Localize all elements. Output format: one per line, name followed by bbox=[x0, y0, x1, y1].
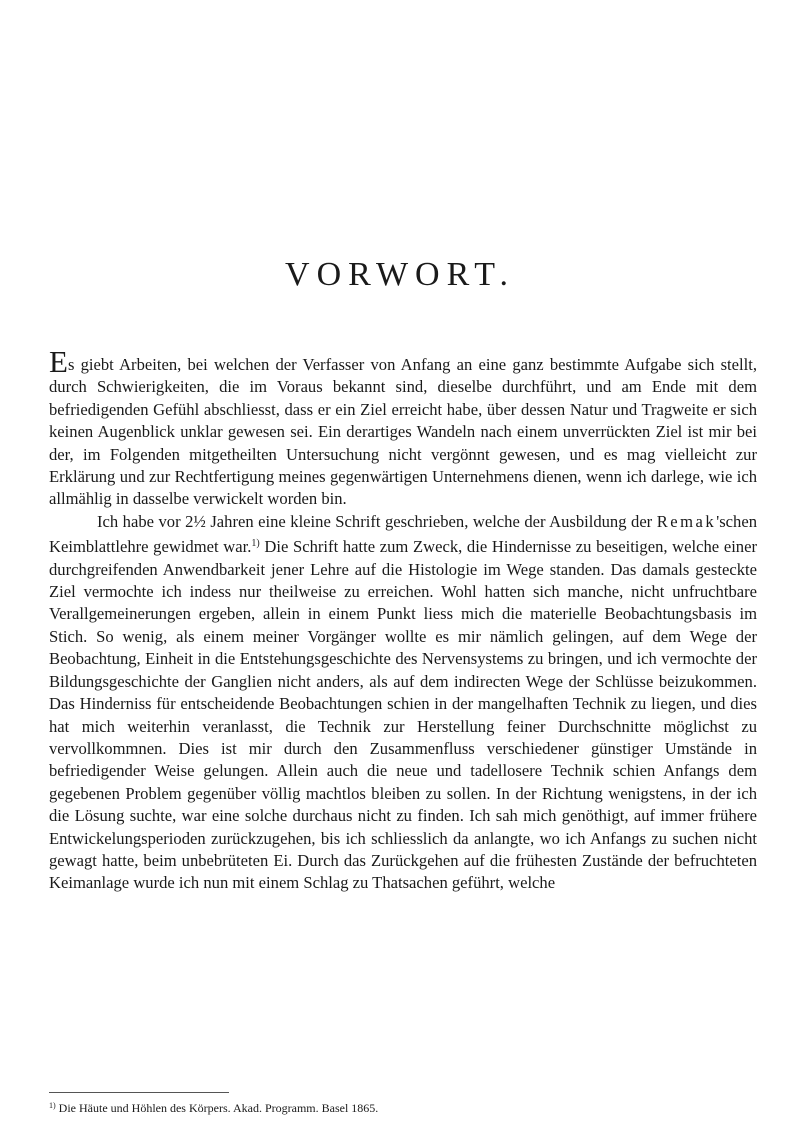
preface-body bbox=[49, 344, 757, 895]
paragraph-2-text-b: 'schen Keimblattlehre gewidmet war. bbox=[49, 511, 757, 557]
paragraph-1-text: s giebt Arbeiten, bei welchen der Verfasser von Anfang an eine ganz bestimmte Aufgabe sich stellt, durch Schwierigkeiten, die im Voraus bekannt sind, dieselbe durchführt, und am Ende mit dem befriedigenden Gefühl abschliesst, dass er ein Ziel erreicht habe, über dessen Natur und Tragweite er sich keinen Augenblick unklar gewesen sei. Ein derartiges Wandeln nach einem unverrückten Ziel ist mir bei der, im Folgenden mitgetheilten Untersuchung nicht vergönnt gewesen, und es mag vielleicht zur Erklärung und zur Rechtfertigung meines gegenwärtigen Unternehmens dienen, wenn ich darlege, wie ich allmählig in dasselbe verwickelt worden bin. bbox=[49, 355, 757, 509]
initial-letter: E bbox=[49, 344, 68, 379]
paragraph-2-text-c: Die Schrift hatte zum Zweck, die Hindernisse zu beseitigen, welche einer durchgreifenden Anwendbarkeit jener Lehre auf die Histologie im Wege standen. Das damals gesteckte Ziel vermochte ich indess nur theilweise zu erreichen. Wohl hatten sich manche, nicht unfruchtbare Verallgemeinerungen ergeben, allein in einem Punkt liess mich die materielle Beobachtungsbasis im Stich. So wenig, als einem meiner Vorgänger wollte es mir nämlich gelingen, auf dem Wege der Beobachtung, Einheit in die Entstehungsgeschichte des Nervensystems zu bringen, und ich vermochte der Bildungsgeschichte der Ganglien nicht anders, als auf dem indirecten Wege der Schlüsse beizukommen. Das Hinderniss für entscheidende Beobachtungen schien in der mangelhaften Technik zu liegen, und dies hat mich weiterhin veranlasst, die Technik zur Herstellung feiner Durchschnitte möglichst zu vervollkommnen. Dies ist mir durch den Zusammenfluss verschiedener günstiger Umstände in befriedigender Weise gelungen. Allein auch die neue und tadellosere Technik schien Anfangs dem gegebenen Problem gegenüber völlig machtlos bleiben zu sollen. In der Richtung wenigstens, in der ich die Lösung suchte, war eine solche durchaus nicht zu finden. Ich sah mich genöthigt, auf immer frühere Entwickelungsperioden zurückzugehen, bis ich schliesslich da anlangte, wo ich Anfangs zu suchen nicht gewagt hatte, beim unbebrüteten Ei. Durch das Zurückgehen auf die frühesten Zustände der befruchteten Keimanlage wurde ich nun mit einem Schlag zu Thatsachen geführt, welche bbox=[49, 537, 757, 893]
paragraph-2-text-a: Ich habe vor 2½ Jahren eine kleine Schrift geschrieben, welche der Ausbildung der bbox=[97, 511, 657, 531]
footnote-reference: 1) bbox=[251, 538, 260, 550]
footnote-text: Die Häute und Höhlen des Körpers. Akad. Programm. Basel 1865. bbox=[58, 1101, 379, 1115]
footnote bbox=[49, 1098, 757, 1116]
paragraph-2 bbox=[49, 511, 757, 895]
paragraph-1 bbox=[49, 344, 757, 511]
footnote-marker: 1) bbox=[49, 1101, 56, 1110]
footnote-rule bbox=[49, 1092, 229, 1093]
page-title: VORWORT. bbox=[285, 256, 515, 293]
author-name-remak: Remak bbox=[656, 511, 717, 531]
